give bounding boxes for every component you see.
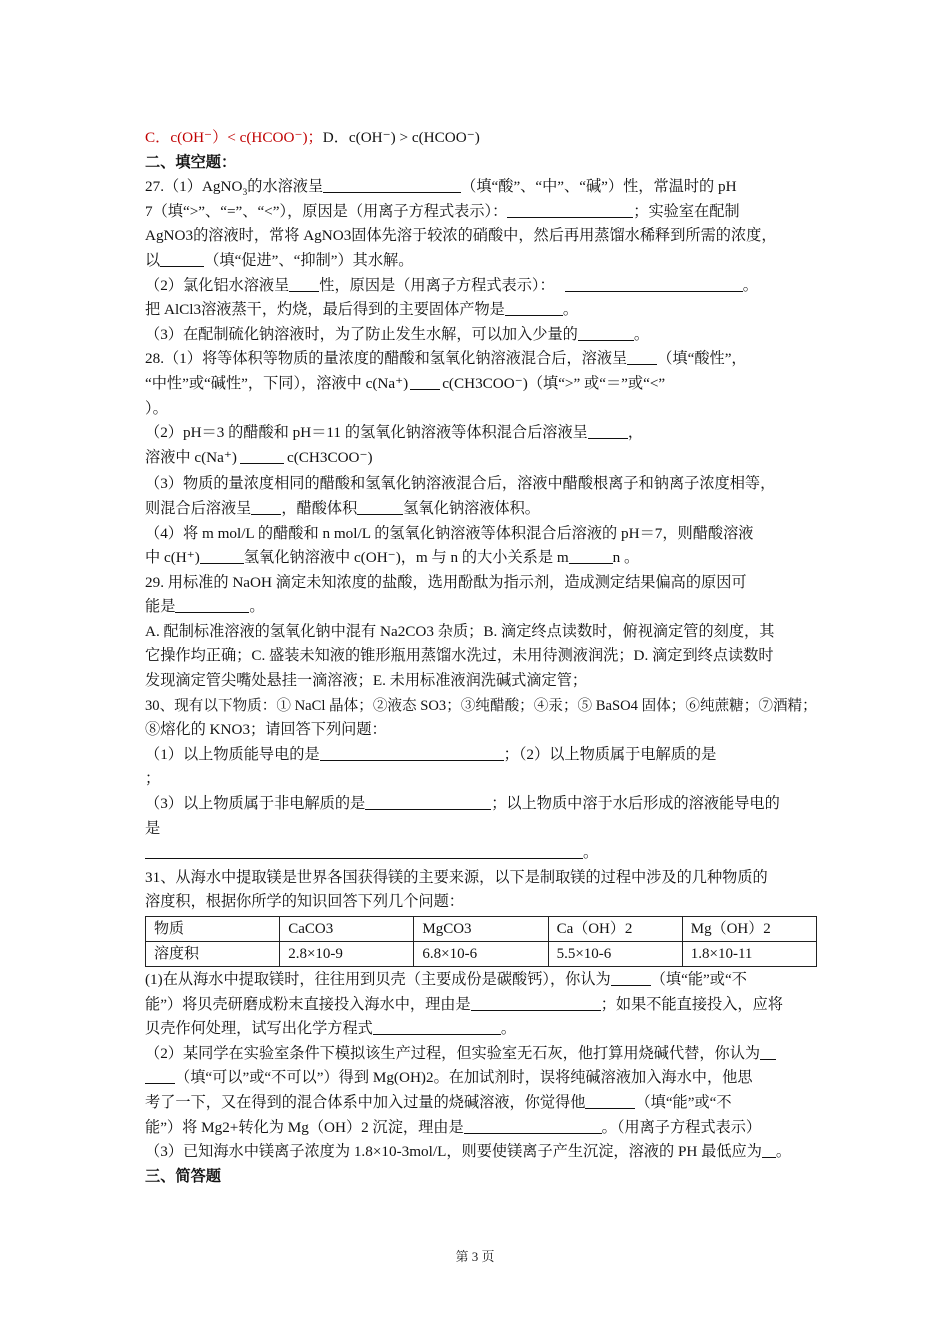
q29-line4: 它操作均正确；C. 盛装未知液的锥形瓶用蒸馏水洗过，未用待测液润洗；D. 滴定到终点读数时 bbox=[145, 647, 774, 665]
q30-line3: （1）以上物质能导电的是 ；（2）以上物质属于电解质的是 bbox=[145, 745, 717, 763]
table-cell: 物质 bbox=[146, 917, 280, 942]
answer-blank[interactable] bbox=[357, 499, 403, 515]
q28-line9: 中 c(H⁺) 氢氧化钠溶液中 c(OH⁻)，m 与 n 的大小关系是 m n 。 bbox=[145, 549, 640, 567]
q31-line7: （填“可以”或“不可以”）得到 Mg(OH)2。在加试剂时，误将纯碱溶液加入海水中，他思 bbox=[145, 1066, 815, 1091]
answer-blank[interactable] bbox=[627, 349, 657, 365]
table-cell: CaCO3 bbox=[280, 917, 414, 942]
answer-blank[interactable] bbox=[565, 276, 743, 292]
section-heading-short-answer: 三、简答题 bbox=[145, 1167, 221, 1185]
answer-blank[interactable] bbox=[320, 745, 504, 761]
option-d-text: D．c(OH⁻) > c(HCOO⁻) bbox=[322, 129, 480, 146]
table-cell: 1.8×10-11 bbox=[682, 942, 816, 967]
answer-blank[interactable] bbox=[762, 1142, 776, 1158]
document-body bbox=[145, 126, 815, 1189]
answer-blank[interactable] bbox=[507, 202, 633, 218]
q30-line2: ⑧熔化的 KNO3；请回答下列问题： bbox=[145, 721, 387, 739]
answer-blank[interactable] bbox=[289, 276, 319, 292]
q31-line4: 能”）将贝壳研磨成粉末直接投入海水中，理由是 ；如果不能直接投入，应将 bbox=[145, 995, 783, 1013]
answer-blank[interactable] bbox=[569, 548, 613, 564]
q29-line1: 29. 用标准的 NaOH 滴定未知浓度的盐酸，选用酚酞为指示剂，造成测定结果偏高的原因可 bbox=[145, 573, 747, 591]
q27-line5: （2）氯化铝水溶液呈 性，原因是（用离子方程式表示）： 。 bbox=[145, 276, 758, 294]
option-line-cd bbox=[145, 126, 815, 151]
answer-blank[interactable] bbox=[464, 1118, 602, 1134]
table-cell: 溶度积 bbox=[146, 942, 280, 967]
section-heading-fill-blank: 二、填空题： bbox=[145, 153, 237, 171]
answer-blank[interactable] bbox=[588, 423, 628, 439]
table-cell: 5.5×10-6 bbox=[548, 942, 682, 967]
table-row bbox=[146, 942, 817, 967]
q31-line9: 能”）将 Mg2+转化为 Mg（OH）2 沉淀，理由是 。（用离子方程式表示） bbox=[145, 1118, 762, 1136]
q30-line1: 30、现有以下物质：① NaCl 晶体；②液态 SO3；③纯醋酸；④汞；⑤ BaSO4 固体；⑥纯蔗糖；⑦酒精； bbox=[145, 697, 817, 714]
q30-line7: 。 bbox=[145, 841, 815, 866]
answer-blank[interactable] bbox=[760, 1044, 776, 1060]
q29-line3: A. 配制标准溶液的氢氧化钠中混有 Na2CO3 杂质；B. 滴定终点读数时，俯视滴定管的刻度，其 bbox=[145, 622, 775, 640]
q28-line4: （2）pH＝3 的醋酸和 pH＝11 的氢氧化钠溶液等体积混合后溶液呈 ， bbox=[145, 424, 644, 442]
q28-line3: ）。 bbox=[145, 399, 168, 417]
q27-line6: 把 AlCl3溶液蒸干，灼烧，最后得到的主要固体产物是 。 bbox=[145, 301, 579, 319]
answer-blank[interactable] bbox=[578, 325, 634, 341]
answer-blank[interactable] bbox=[240, 448, 284, 464]
q30-line5: （3）以上物质属于非电解质的是 ；以上物质中溶于水后形成的溶液能导电的 bbox=[145, 795, 780, 813]
q28-line2: “中性”或“碱性”，下同），溶液中 c(Na⁺) c(CH3COO⁻)（填“>” 或“＝”或“<” bbox=[145, 374, 666, 392]
q28-line1: 28.（1）将等体积等物质的量浓度的醋酸和氢氧化钠溶液混合后，溶液呈 （填“酸性”， bbox=[145, 350, 747, 368]
answer-blank[interactable] bbox=[611, 970, 651, 986]
table-cell: Ca（OH）2 bbox=[548, 917, 682, 942]
q31-line8: 考了一下，又在得到的混合体系中加入过量的烧碱溶液，你觉得他 （填“能”或“不 bbox=[145, 1093, 732, 1111]
answer-blank[interactable] bbox=[145, 1068, 175, 1084]
answer-blank[interactable] bbox=[175, 597, 249, 613]
q28-line7: 则混合后溶液呈 ，醋酸体积 氢氧化钠溶液体积。 bbox=[145, 499, 540, 517]
answer-blank[interactable] bbox=[365, 794, 491, 810]
answer-blank[interactable] bbox=[410, 374, 440, 390]
q31-line2: 溶度积，根据你所学的知识回答下列几个问题： bbox=[145, 893, 464, 911]
q29-line2: 能是 。 bbox=[145, 598, 265, 616]
table-cell: 2.8×10-9 bbox=[280, 942, 414, 967]
answer-blank[interactable] bbox=[323, 177, 461, 193]
q27-line4: 以 （填“促进”、“抑制”）其水解。 bbox=[145, 251, 414, 269]
table-cell: MgCO3 bbox=[414, 917, 548, 942]
q27-line7: （3）在配制硫化钠溶液时，为了防止发生水解，可以加入少量的 。 bbox=[145, 325, 650, 343]
q31-line3: (1)在从海水中提取镁时，往往用到贝壳（主要成份是碳酸钙），你认为 （填“能”或“不 bbox=[145, 971, 747, 988]
answer-blank[interactable] bbox=[373, 1019, 501, 1035]
q28-line5: 溶液中 c(Na⁺) c(CH3COO⁻) bbox=[145, 448, 373, 466]
table-cell: 6.8×10-6 bbox=[414, 942, 548, 967]
q27-line2: 7（填“>”、“=”、“<”），原因是（用离子方程式表示）： ；实验室在配制 bbox=[145, 202, 740, 220]
table-row bbox=[146, 917, 817, 942]
option-c-text: c(OH⁻）< c(HCOO⁻)； bbox=[170, 129, 323, 146]
q29-line5: 发现滴定管尖嘴处悬挂一滴溶液；E. 未用标准液润洗碱式滴定管； bbox=[145, 672, 588, 690]
solubility-table bbox=[145, 916, 817, 967]
option-c-label: C． bbox=[145, 129, 171, 146]
q28-line8: （4）将 m mol/L 的醋酸和 n mol/L 的氢氧化钠溶液等体积混合后溶液的 pH＝7，则醋酸溶液 bbox=[145, 524, 754, 542]
q30-line6: 是 bbox=[145, 819, 161, 837]
q31-line5: 贝壳作何处理，试写出化学方程式 。 bbox=[145, 1020, 516, 1038]
answer-blank[interactable] bbox=[585, 1093, 635, 1109]
q27-line1: 27.（1）AgNO$_3$的水溶液呈 （填“酸”、“中”、“碱”）性，常温时的 pH bbox=[145, 178, 737, 199]
answer-blank[interactable] bbox=[200, 548, 244, 564]
answer-blank[interactable] bbox=[471, 995, 601, 1011]
q30-line4: ； bbox=[145, 770, 161, 788]
answer-blank[interactable] bbox=[505, 300, 563, 316]
answer-blank[interactable] bbox=[145, 843, 583, 859]
answer-blank[interactable] bbox=[160, 251, 204, 267]
q31-line1: 31、从海水中提取镁是世界各国获得镁的主要来源，以下是制取镁的过程中涉及的几种物质的 bbox=[145, 868, 768, 886]
q28-line6: （3）物质的量浓度相同的醋酸和氢氧化钠溶液混合后，溶液中醋酸根离子和钠离子浓度相等， bbox=[145, 475, 776, 493]
q31-line6: （2）某同学在实验室条件下模拟该生产过程，但实验室无石灰，他打算用烧碱代替，你认为 bbox=[145, 1042, 815, 1067]
answer-blank[interactable] bbox=[251, 499, 281, 515]
q27-line3: AgNO3的溶液时，常将 AgNO3固体先溶于较浓的硝酸中，然后再用蒸馏水稀释到所需的浓度， bbox=[145, 227, 777, 245]
q31-line10: （3）已知海水中镁离子浓度为 1.8×10-3mol/L，则要使镁离子产生沉淀，溶液的 PH 最低应为 。 bbox=[145, 1143, 792, 1161]
table-cell: Mg（OH）2 bbox=[682, 917, 816, 942]
page-number: 第 3 页 bbox=[455, 1249, 495, 1264]
